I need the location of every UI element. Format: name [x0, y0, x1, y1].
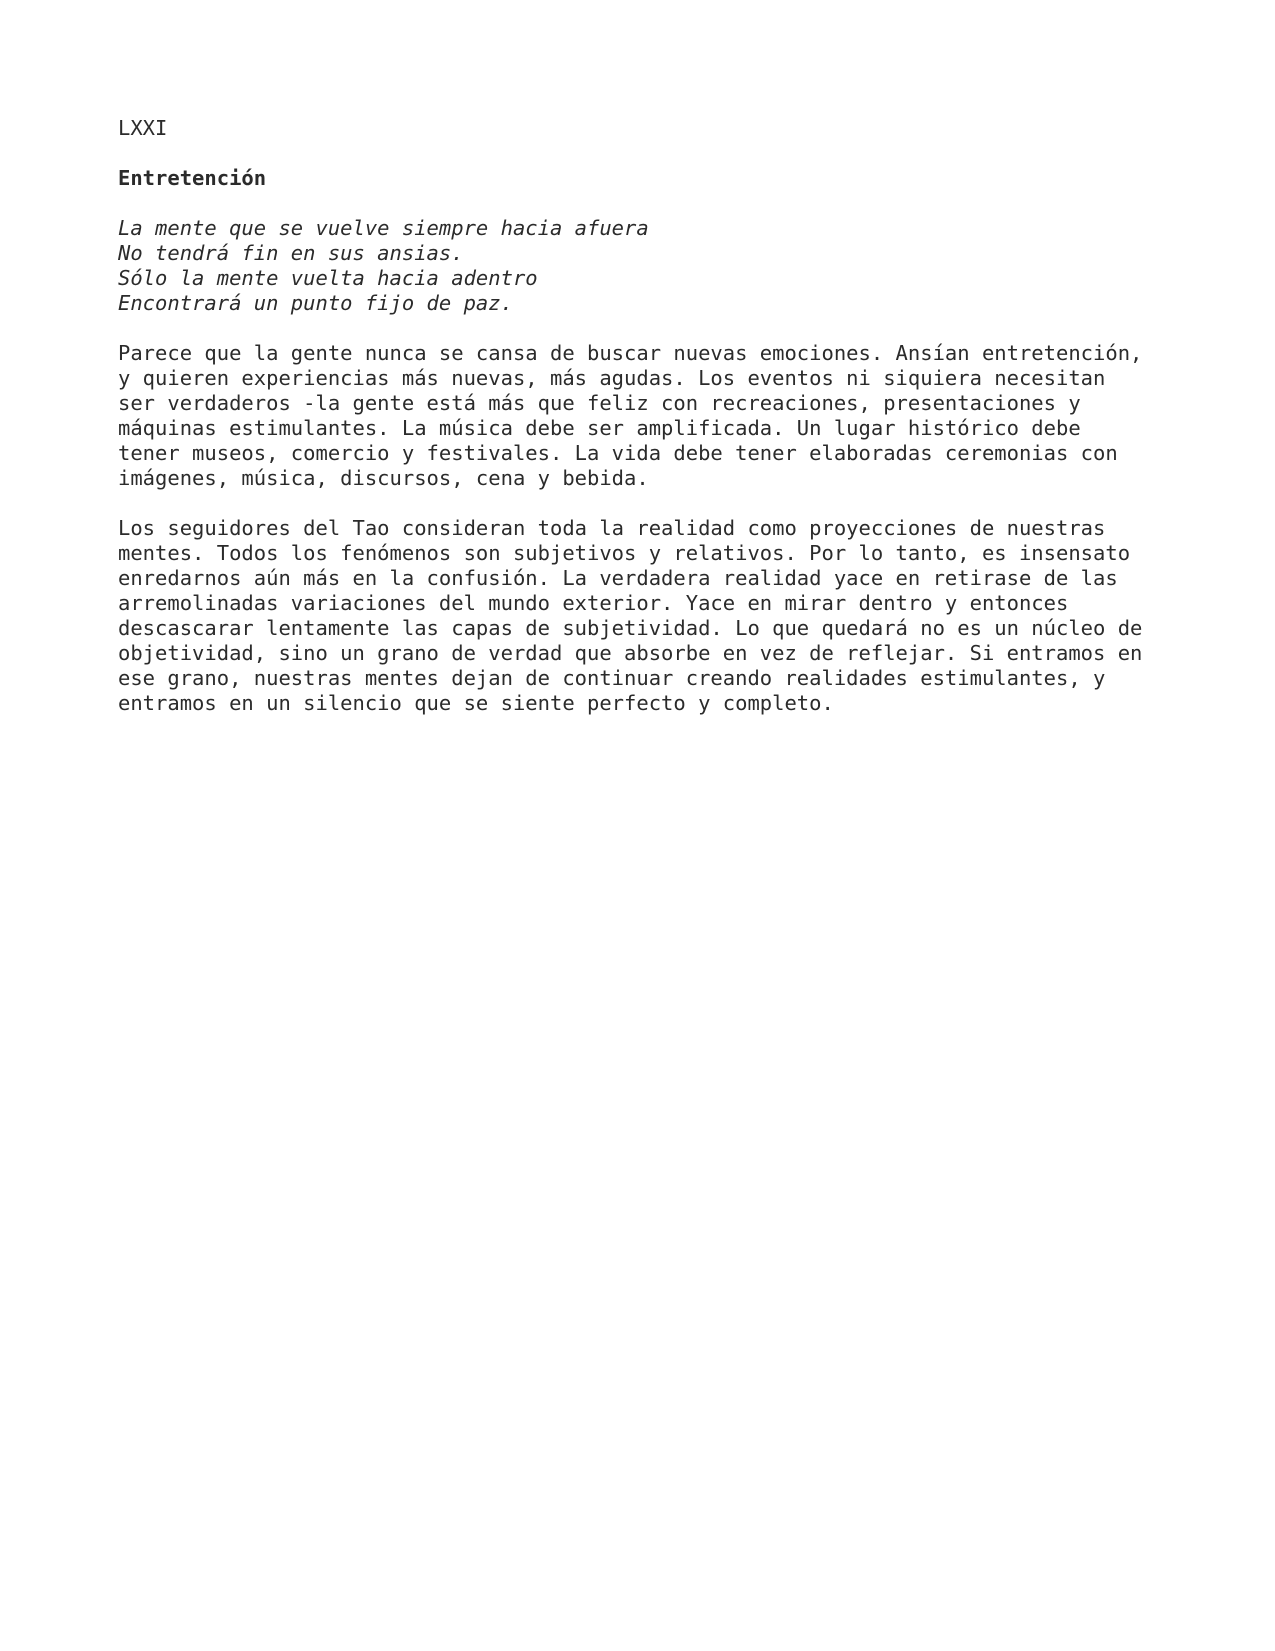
poem-line: La mente que se vuelve siempre hacia afuera [118, 216, 649, 240]
body-paragraph: Los seguidores del Tao consideran toda la realidad como proyecciones de nuestras mentes. Todos los fenómenos son subjetivos y relativos. Por lo tanto, es insensato enredarnos aún más en la confusión. La verdadera realidad yace en retirase de las arremolinadas variaciones del mundo exterior. Yace en mirar dentro y entonces descascarar lentamente las capas de subjetividad. Lo que quedará no es un núcleo de objetividad, sino un grano de verdad que absorbe en vez de reflejar. Si entramos en ese grano, nuestras mentes dejan de continuar creando realidades estimulantes, y entramos en un silencio que se siente perfecto y completo. [118, 516, 1143, 715]
poem-line: No tendrá fin en sus ansias. [118, 241, 464, 265]
chapter-number: LXXI [118, 116, 168, 140]
chapter-title: Entretención [118, 166, 267, 190]
poem [118, 216, 1178, 316]
poem-line: Encontrará un punto fijo de paz. [118, 291, 513, 315]
document-page [118, 116, 1178, 741]
body-paragraph: Parece que la gente nunca se cansa de buscar nuevas emociones. Ansían entretención, y quieren experiencias más nuevas, más agudas. Los eventos ni siquiera necesitan ser verdaderos -la gente está más que feliz con recreaciones, presentaciones y máquinas estimulantes. La música debe ser amplificada. Un lugar histórico debe tener museos, comercio y festivales. La vida debe tener elaboradas ceremonias con imágenes, música, discursos, cena y bebida. [118, 341, 1143, 490]
poem-line: Sólo la mente vuelta hacia adentro [118, 266, 538, 290]
